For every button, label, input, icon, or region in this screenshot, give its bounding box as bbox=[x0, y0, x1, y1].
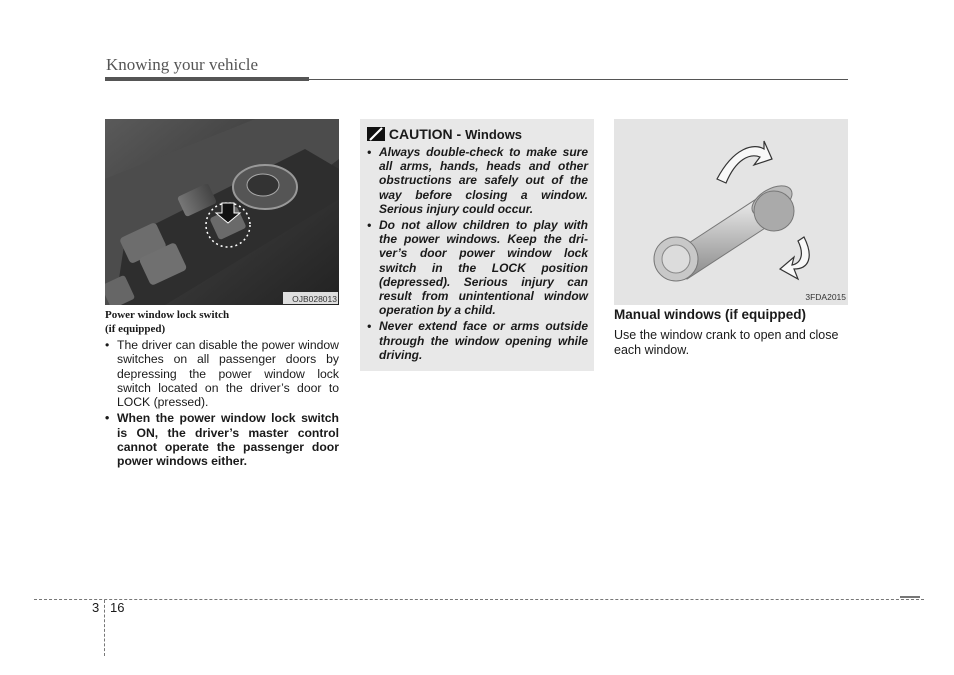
caution-heading bbox=[367, 126, 522, 142]
list-item: • Always double-check to make sure all arms, hands, heads and other obstructions are safely out of the way before closing a window. Serious injury could occur. bbox=[367, 145, 588, 216]
power-window-switch-photo bbox=[105, 119, 339, 305]
chapter-number: 3 bbox=[92, 600, 100, 615]
footer-rule bbox=[34, 599, 924, 600]
photo2-code: 3FDA2015 bbox=[805, 292, 846, 302]
list-item: • The driver can disable the power window switches on all passenger doors by depressing the power window lock switch located on the driver’s door to LOCK (pressed). bbox=[105, 338, 339, 409]
lock-switch-bullets bbox=[105, 338, 339, 471]
caption-line-1: Power window lock switch bbox=[105, 309, 230, 321]
caution-bullets bbox=[367, 145, 588, 364]
figure-caption bbox=[105, 308, 339, 336]
photo1-code: OJB028013 bbox=[292, 294, 337, 304]
section-title: Knowing your vehicle bbox=[106, 55, 259, 74]
footer-mark bbox=[900, 596, 920, 598]
list-item: • Never extend face or arms outside through the window opening while driving. bbox=[367, 319, 588, 362]
list-item: • Do not allow children to play with the power windows. Keep the driver’s door power window lock switch in the LOCK position (depressed). Serious injury can result from unintentional window operation by a child. bbox=[367, 218, 588, 317]
caution-label: CAUTION - bbox=[388, 126, 462, 142]
warning-slash-icon bbox=[367, 127, 385, 141]
window-crank-illustration bbox=[614, 119, 848, 305]
manual-windows-text: Use the window crank to open and close each window. bbox=[614, 328, 839, 357]
caution-topic: Windows bbox=[465, 127, 523, 142]
footer-divider bbox=[104, 600, 105, 656]
header-accent-bar bbox=[105, 77, 309, 81]
manual-windows-heading: Manual windows (if equipped) bbox=[614, 307, 806, 322]
list-item: • When the power window lock switch is ON, the driver’s master control cannot operate the passenger door power windows either. bbox=[105, 411, 339, 468]
caption-line-2: (if equipped) bbox=[105, 323, 166, 335]
header-rule bbox=[309, 79, 848, 80]
page-number: 16 bbox=[110, 600, 125, 615]
